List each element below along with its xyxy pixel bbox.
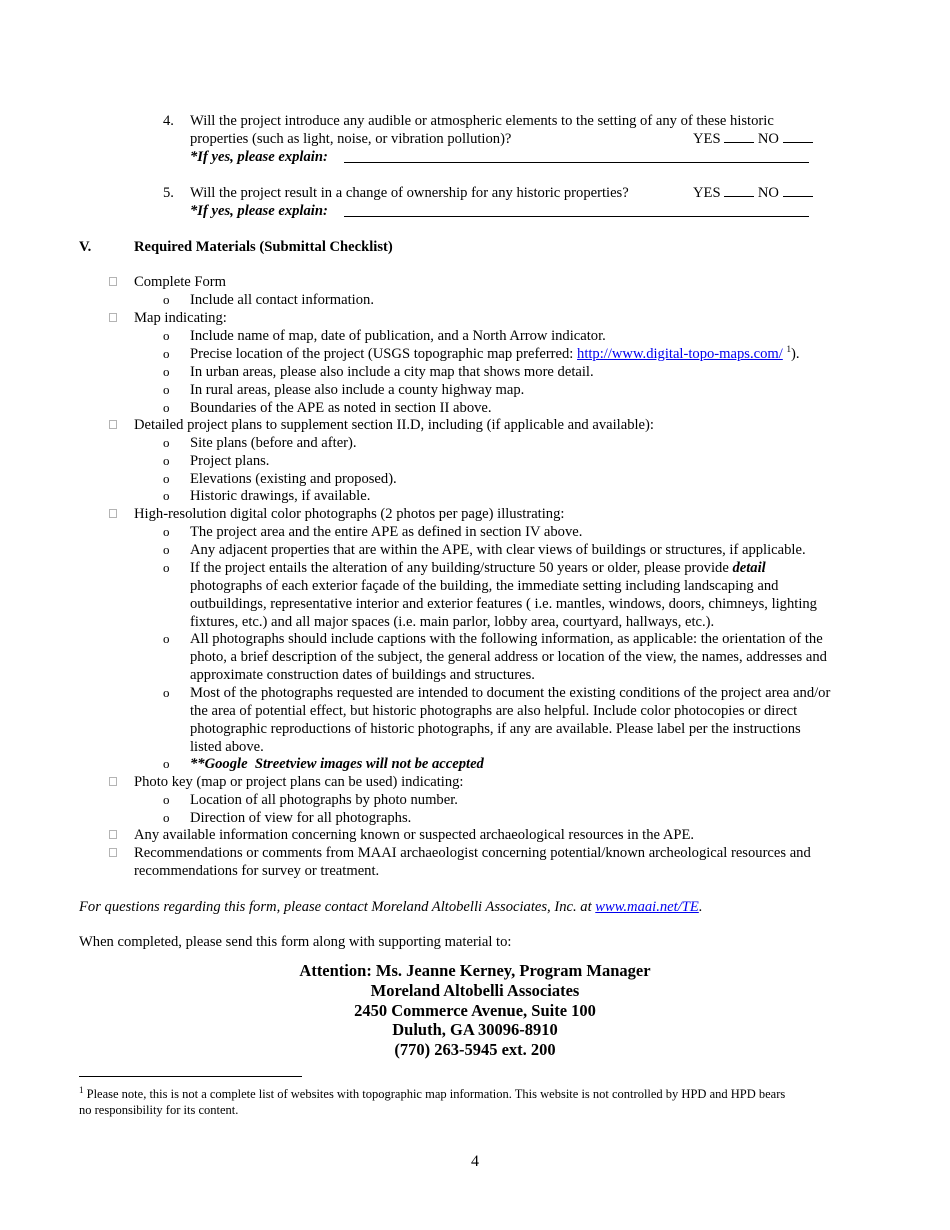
- sub-bullet: o: [163, 631, 170, 646]
- plans-sub1: Site plans (before and after).: [190, 435, 357, 451]
- sub-bullet: o: [163, 364, 170, 379]
- checkbox-plans[interactable]: [109, 420, 117, 429]
- question-5-no-label: NO: [757, 185, 779, 201]
- question-4-yes-blank[interactable]: [724, 130, 754, 143]
- checklist-photos: High-resolution digital color photographs (2 photos per page) illustrating:: [134, 506, 565, 522]
- photos-sub4-line1: All photographs should include captions with the following information, as applicable: the orientation of the: [190, 631, 823, 647]
- question-5-text: Will the project result in a change of ownership for any historic properties?: [190, 185, 629, 201]
- question-4-explain-blank[interactable]: [344, 148, 809, 163]
- question-5-explain-label: *If yes, please explain:: [190, 203, 328, 219]
- question-4-text-line1: Will the project introduce any audible or atmospheric elements to the setting of any of these historic: [190, 113, 774, 129]
- sub-bullet: o: [163, 488, 170, 503]
- plans-sub4: Historic drawings, if available.: [190, 488, 371, 504]
- question-4-no-label: NO: [757, 131, 779, 147]
- question-5-yes-no: [693, 184, 813, 202]
- checkbox-photokey[interactable]: [109, 777, 117, 786]
- sub-bullet: o: [163, 328, 170, 343]
- checklist-map: Map indicating:: [134, 310, 227, 326]
- photos-sub5-line3: photographic reproductions of historic photographs, if any are available. Please label per the instructions: [190, 721, 801, 737]
- send-instructions: When completed, please send this form along with supporting material to:: [79, 934, 512, 950]
- question-4-no-blank[interactable]: [783, 130, 813, 143]
- photos-sub5-line2: the area of potential effect, but historic photographs are also helpful. Include color photocopies or direct: [190, 703, 798, 719]
- sub-bullet: o: [163, 292, 170, 307]
- sub-bullet: o: [163, 471, 170, 486]
- question-5-explain-blank[interactable]: [344, 202, 809, 217]
- question-4-number: 4.: [163, 113, 174, 129]
- photos-sub1: The project area and the entire APE as defined in section IV above.: [190, 524, 583, 540]
- footnote-ref[interactable]: 1: [786, 344, 791, 355]
- photos-sub3-line3: outbuildings, representative interior and exterior features ( i.e. mantles, windows, doors, chimneys, lighting: [190, 596, 817, 612]
- question-5-yes-label: YES: [693, 185, 721, 201]
- footnote-divider: [79, 1076, 302, 1077]
- sub-bullet: o: [163, 346, 170, 361]
- section-5-numeral: V.: [79, 239, 92, 255]
- checkbox-map[interactable]: [109, 313, 117, 322]
- photos-sub3-line1: [190, 559, 766, 577]
- photos-sub4-line2: photo, a brief description of the subject, the general address or location of the view, the names, addresses and: [190, 649, 827, 665]
- map-sub2-close: ).: [790, 346, 800, 362]
- address-company: Moreland Altobelli Associates: [370, 981, 580, 1000]
- checkbox-archaeo[interactable]: [109, 830, 117, 839]
- question-5-no-blank[interactable]: [783, 184, 813, 197]
- sub-bullet: o: [163, 685, 170, 700]
- address-attention: Attention: Ms. Jeanne Kerney, Program Manager: [299, 961, 651, 980]
- sub-bullet: o: [163, 810, 170, 825]
- contact-question-period: .: [698, 899, 703, 915]
- footnote-line1: [79, 1086, 785, 1102]
- address-city: Duluth, GA 30096-8910: [392, 1020, 558, 1039]
- contact-question-text: For questions regarding this form, please contact Moreland Altobelli Associates, Inc. at: [79, 899, 596, 915]
- footnote-mark: 1: [79, 1084, 84, 1095]
- checklist-plans: Detailed project plans to supplement section II.D, including (if applicable and available):: [134, 417, 654, 433]
- map-sub2-text: Precise location of the project (USGS topographic map preferred:: [190, 346, 578, 362]
- footnote-line2: no responsibility for its content.: [79, 1103, 239, 1117]
- sub-bullet: o: [163, 792, 170, 807]
- contact-question: [79, 898, 702, 916]
- map-sub3: In urban areas, please also include a city map that shows more detail.: [190, 364, 594, 380]
- photos-sub6-streetview: **Google Streetview images will not be accepted: [190, 756, 484, 772]
- photokey-sub1: Location of all photographs by photo number.: [190, 792, 458, 808]
- address-street: 2450 Commerce Avenue, Suite 100: [354, 1001, 596, 1020]
- sub-bullet: o: [163, 542, 170, 557]
- map-sub2: [190, 345, 799, 363]
- question-5-yes-blank[interactable]: [724, 184, 754, 197]
- photos-sub3-line2: photographs of each exterior façade of the building, the immediate setting including landscaping and: [190, 578, 779, 594]
- map-sub1: Include name of map, date of publication, and a North Arrow indicator.: [190, 328, 606, 344]
- photos-sub3-detail: detail: [732, 560, 766, 576]
- question-4-text-line2: properties (such as light, noise, or vibration pollution)?: [190, 131, 512, 147]
- plans-sub3: Elevations (existing and proposed).: [190, 471, 397, 487]
- checkbox-complete-form[interactable]: [109, 277, 117, 286]
- sub-bullet: o: [163, 382, 170, 397]
- map-sub4: In rural areas, please also include a county highway map.: [190, 382, 525, 398]
- photokey-sub2: Direction of view for all photographs.: [190, 810, 412, 826]
- sub-bullet: o: [163, 400, 170, 415]
- checkbox-photos[interactable]: [109, 509, 117, 518]
- checklist-recs-line2: recommendations for survey or treatment.: [134, 863, 380, 879]
- checklist-recs-line1: Recommendations or comments from MAAI archaeologist concerning potential/known archeological resources and: [134, 845, 811, 861]
- sub-bullet: o: [163, 524, 170, 539]
- photos-sub5-line1: Most of the photographs requested are intended to document the existing conditions of the project area and/or: [190, 685, 831, 701]
- sub-bullet: o: [163, 560, 170, 575]
- question-4-yes-no: [693, 130, 813, 148]
- checkbox-recs[interactable]: [109, 848, 117, 857]
- photos-sub4-line3: approximate construction dates of buildings and structures.: [190, 667, 535, 683]
- photos-sub5-line4: listed above.: [190, 739, 264, 755]
- cf-sub1: Include all contact information.: [190, 292, 374, 308]
- topo-map-link[interactable]: http://www.digital-topo-maps.com/: [577, 346, 783, 362]
- checklist-archaeo: Any available information concerning known or suspected archaeological resources in the APE.: [134, 827, 695, 843]
- section-5-title: Required Materials (Submittal Checklist): [134, 239, 393, 255]
- checklist-photokey: Photo key (map or project plans can be used) indicating:: [134, 774, 464, 790]
- photos-sub3-text: If the project entails the alteration of any building/structure 50 years or older, please provide: [190, 560, 733, 576]
- address-phone: (770) 263-5945 ext. 200: [394, 1040, 556, 1059]
- question-5-number: 5.: [163, 185, 174, 201]
- plans-sub2: Project plans.: [190, 453, 270, 469]
- checklist-complete-form: Complete Form: [134, 274, 227, 290]
- photos-sub2: Any adjacent properties that are within the APE, with clear views of buildings or structures, if applicable.: [190, 542, 806, 558]
- sub-bullet: o: [163, 435, 170, 450]
- footnote-text: Please note, this is not a complete list of websites with topographic map information. This website is not controlled by HPD and HPD bears: [83, 1087, 786, 1101]
- question-4-explain-label: *If yes, please explain:: [190, 149, 328, 165]
- question-4-yes-label: YES: [693, 131, 721, 147]
- photos-sub3-line4: fixtures, etc.) and all major spaces (i.e. main parlor, lobby area, courtyard, hallways, etc.).: [190, 614, 715, 630]
- sub-bullet: o: [163, 453, 170, 468]
- page-number: 4: [471, 1153, 479, 1170]
- map-sub5: Boundaries of the APE as noted in section II above.: [190, 400, 492, 416]
- maai-link[interactable]: www.maai.net/TE: [595, 899, 699, 915]
- sub-bullet: o: [163, 756, 170, 771]
